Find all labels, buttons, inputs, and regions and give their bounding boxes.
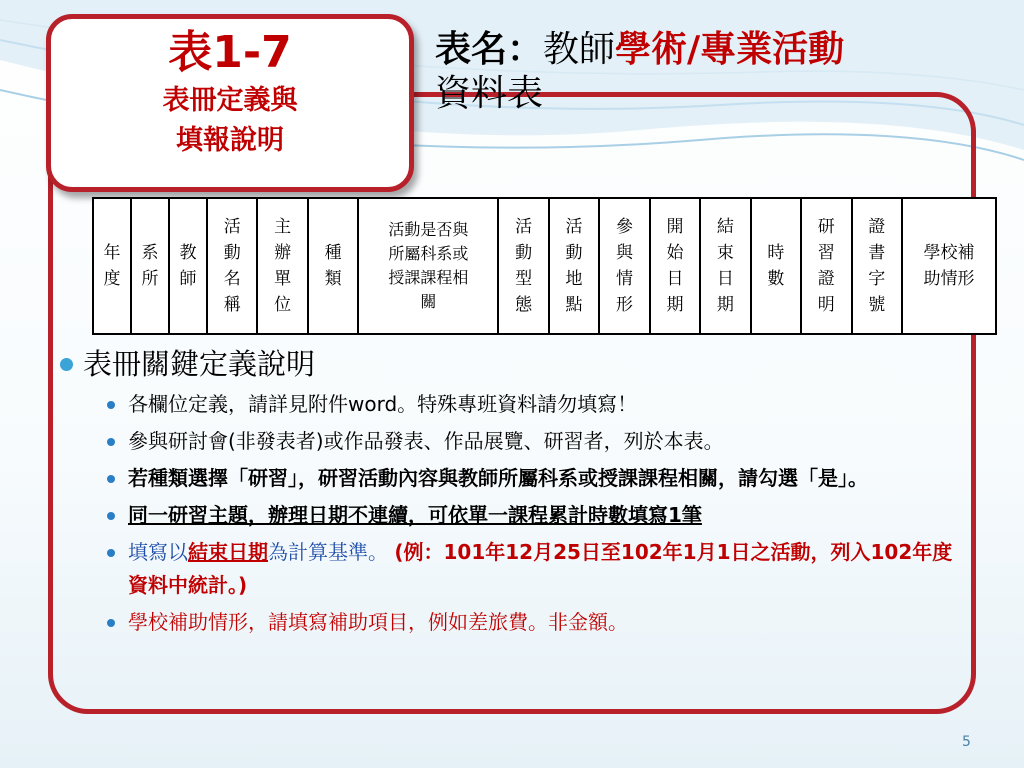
section-heading	[56, 342, 996, 386]
item-text: 各欄位定義，請詳見附件word。特殊專班資料請勿填寫！	[128, 392, 638, 416]
list-item	[56, 460, 956, 497]
heading-line2: 資料表	[435, 73, 544, 114]
list-item	[56, 497, 956, 534]
title-box	[46, 14, 414, 192]
item-text-blue: 填寫以	[128, 540, 188, 564]
heading-red: 學術/專業活動	[615, 29, 845, 70]
item-text: 同一研習主題，辦理日期不連續，可依單一課程累計時數填寫1筆	[128, 503, 702, 527]
list-item	[56, 386, 956, 423]
field-cell: 主 辦 單 位	[257, 198, 307, 334]
heading-label: 表名：	[435, 29, 544, 70]
section-title: 表冊關鍵定義說明	[83, 347, 316, 381]
title-main: 表1-7	[168, 27, 292, 78]
field-cell: 時 數	[751, 198, 801, 334]
page-heading	[435, 28, 995, 116]
page-number: 5	[962, 734, 971, 750]
field-row	[93, 198, 996, 334]
item-text-blue: 為計算基準。	[268, 540, 388, 564]
item-text: 學校補助情形，請填寫補助項目，例如差旅費。非金額。	[128, 610, 628, 634]
field-cell: 種 類	[308, 198, 358, 334]
item-text-example: (例：101年12月25日至102年1月1日之活動，列入102年度資料中統計。)	[128, 540, 953, 597]
field-cell: 開 始 日 期	[650, 198, 700, 334]
list-item	[56, 423, 956, 460]
field-cell: 教 師	[169, 198, 207, 334]
title-sub-line1: 表冊定義與	[162, 85, 298, 116]
title-sub-line2: 填報說明	[176, 125, 284, 156]
bullet-dot-icon	[60, 358, 73, 371]
field-cell: 年 度	[93, 198, 131, 334]
field-cell: 學校補 助情形	[902, 198, 996, 334]
bullet-dot-icon	[107, 619, 115, 627]
field-cell: 活動是否與 所屬科系或 授課課程相 關	[358, 198, 498, 334]
field-cell: 證 書 字 號	[852, 198, 902, 334]
heading-normal: 教師	[543, 29, 616, 70]
item-text: 參與研討會(非發表者)或作品發表、作品展覽、研習者，列於本表。	[128, 429, 724, 453]
field-cell: 系 所	[131, 198, 169, 334]
list-item	[56, 534, 956, 604]
field-cell: 活 動 名 稱	[207, 198, 257, 334]
item-text: 若種類選擇「研習」，研習活動內容與教師所屬科系或授課課程相關，請勾選「是」。	[128, 466, 868, 490]
bullet-dot-icon	[107, 475, 115, 483]
field-cell: 活 動 地 點	[549, 198, 599, 334]
bullet-dot-icon	[107, 401, 115, 409]
bullet-dot-icon	[107, 512, 115, 520]
bullet-dot-icon	[107, 438, 115, 446]
field-table	[92, 197, 997, 335]
definition-list	[56, 342, 996, 641]
bullet-dot-icon	[107, 549, 115, 557]
field-cell: 研 習 證 明	[801, 198, 851, 334]
item-text-highlight: 結束日期	[188, 540, 268, 564]
field-cell: 參 與 情 形	[599, 198, 649, 334]
list-item	[56, 604, 956, 641]
field-cell: 結 束 日 期	[700, 198, 750, 334]
field-cell: 活 動 型 態	[498, 198, 548, 334]
